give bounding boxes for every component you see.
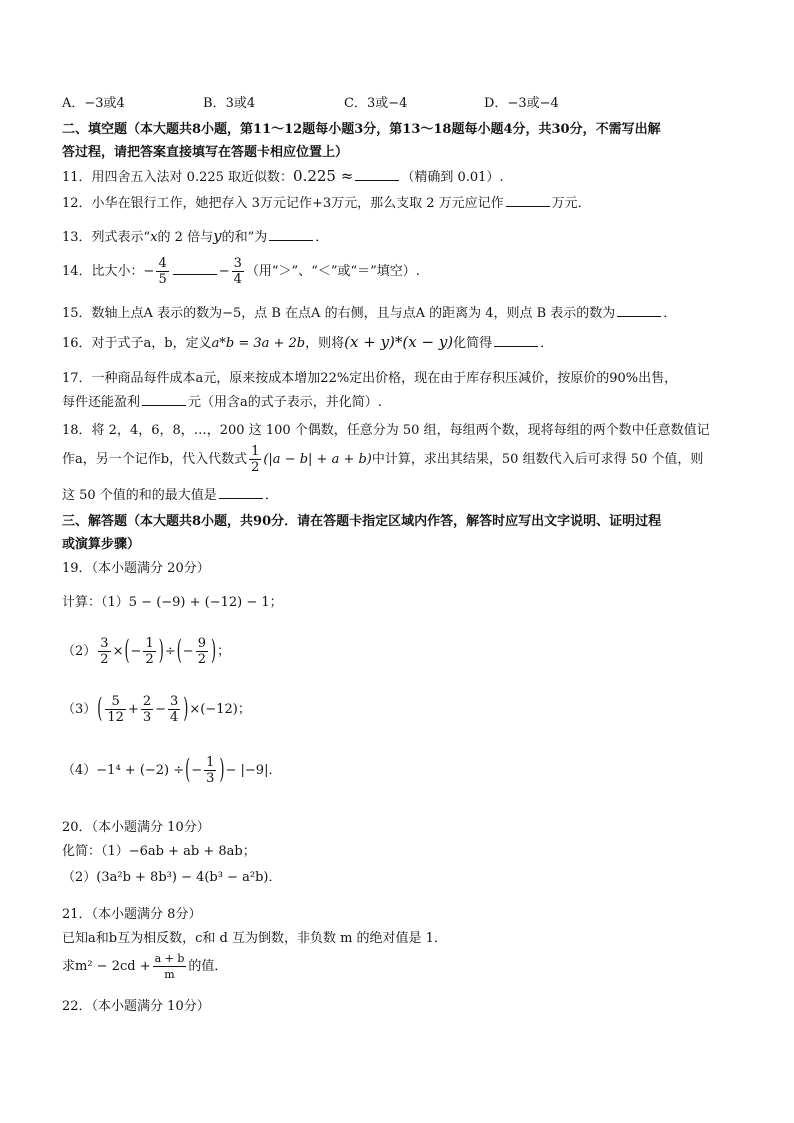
- question-19-part4: （4）−1⁴ + (−2) ÷(− $\frac{1}{3}$ )− |−9|．: [62, 754, 282, 787]
- q19-p4-fraction: $\frac{1}{3}$: [206, 755, 215, 786]
- q19-p3-fraction-2: $\frac{2}{3}$: [142, 694, 152, 725]
- q13-blank: [269, 228, 313, 241]
- q19-p3-fraction-1: $\frac{5}{12}$: [107, 694, 124, 725]
- question-17-line2: 每件还能盈利 元（用含a的式子表示，并化简）.: [62, 395, 382, 410]
- question-11: 11．用四舍五入法对 0.225 取近似数：0.225 ≈ （精确到 0.01）.: [62, 167, 504, 185]
- question-18-line3: 这 50 个值的和的最大值是 ．: [62, 488, 278, 503]
- question-21-header: 21．（本小题满分 8分）: [62, 907, 202, 922]
- question-13: 13．列式表示“x的 2 倍与y的和”为 ．: [62, 227, 329, 245]
- question-21-line2: 求m² − 2cd + $\frac{a + b}{m}$ 的值．: [62, 952, 228, 981]
- question-16: 16．对于式子a，b，定义a*b = 3a + 2b，则将(x + y)*(x − y)化简得 ．: [62, 333, 554, 351]
- choice-d: D．−3或−4: [484, 96, 559, 111]
- question-19-header: 19．（本小题满分 20分）: [62, 561, 210, 576]
- q14-blank: [173, 262, 217, 275]
- section3-header-line1: 三、解答题（本大题共8小题，共90分．请在答题卡指定区域内作答，解答时应写出文字说明、证明过程: [62, 514, 662, 529]
- q19-p2-fraction-3: $\frac{9}{2}$: [197, 636, 206, 667]
- question-20-part1: 化简：（1）−6ab + ab + 8ab；: [62, 844, 256, 859]
- question-12: 12．小华在银行工作，她把存入 3万元记作+3万元，那么支取 2 万元应记作 万元．: [62, 196, 591, 211]
- q19-p2-fraction-1: $\frac{3}{2}$: [100, 636, 109, 667]
- section3-header-line2: 或演算步骤）: [62, 537, 141, 552]
- q15-blank: [617, 304, 661, 317]
- q17-blank: [142, 393, 186, 406]
- q16-definition: a*b = 3a + 2b: [211, 336, 306, 351]
- question-19-part1: 计算：（1）5 − (−9) + (−12) − 1；: [62, 595, 283, 610]
- question-21-line1: 已知a和b互为相反数，c和 d 互为倒数，非负数 m 的绝对值是 1．: [62, 931, 447, 946]
- q21-fraction: $\frac{a + b}{m}$: [154, 952, 185, 981]
- q14-fraction-1: $\frac{4}{5}$: [158, 256, 167, 287]
- choice-b: B．3或4: [203, 96, 256, 111]
- question-20-header: 20．（本小题满分 10分）: [62, 820, 210, 835]
- question-20-part2: （2）(3a²b + 8b³) − 4(b³ − a²b)．: [62, 870, 282, 885]
- choice-c: C．3或−4: [344, 96, 408, 111]
- question-15: 15．数轴上点A 表示的数为−5，点 B 在点A 的右侧，且与点A 的距离为 4，则点 B 表示的数为 ．: [62, 306, 677, 321]
- q19-p2-fraction-2: $\frac{1}{2}$: [145, 636, 154, 667]
- q11-blank: [355, 168, 399, 181]
- q18-blank: [219, 486, 263, 499]
- section2-header-line1: 二、填空题（本大题共8小题，第11～12题每小题3分，第13～18题每小题4分，共30分，不需写出解: [62, 122, 661, 137]
- q19-p3-fraction-3: $\frac{3}{4}$: [170, 694, 179, 725]
- q16-expression: (x + y)*(x − y): [344, 333, 454, 351]
- question-18-line2: 作a，另一个记作b，代入代数式 $\frac{1}{2}$ (|a − b| + a + b)中计算，求出其结果，50 组数代入后可求得 50 个值，则: [62, 444, 704, 475]
- q18-fraction: $\frac{1}{2}$: [251, 444, 260, 475]
- q11-math: 0.225 ≈: [293, 167, 354, 185]
- choice-a: A．−3或4: [62, 96, 125, 111]
- q16-blank: [494, 334, 538, 347]
- question-14: 14．比大小：− $\frac{4}{5}$ − $\frac{3}{4}$ （用“＞”、“＜”或“＝”填空）.: [62, 256, 420, 287]
- question-17-line1: 17．一种商品每件成本a元，原来按成本增加22%定出价格，现在由于库存积压减价，按原价的90%出售，: [62, 371, 678, 386]
- question-19-part3: （3）( $\frac{5}{12}$ + $\frac{2}{3}$ − $\frac{3}{4}$ )×(−12)；: [62, 693, 251, 726]
- question-18-line1: 18．将 2，4，6，8，…，200 这 100 个偶数，任意分为 50 组，每组两个数，现将每组的两个数中任意数值记: [62, 423, 710, 438]
- q18-expression: (|a − b| + a + b): [263, 452, 372, 467]
- q14-fraction-2: $\frac{3}{4}$: [233, 256, 242, 287]
- question-19-part2: （2） $\frac{3}{2}$ ×(− $\frac{1}{2}$ )÷(− $\frac{9}{2}$ )；: [62, 635, 231, 668]
- section2-header-line2: 答过程，请把答案直接填写在答题卡相应位置上）: [62, 145, 349, 160]
- question-22-header: 22．（本小题满分 10分）: [62, 999, 210, 1014]
- q12-blank: [506, 194, 550, 207]
